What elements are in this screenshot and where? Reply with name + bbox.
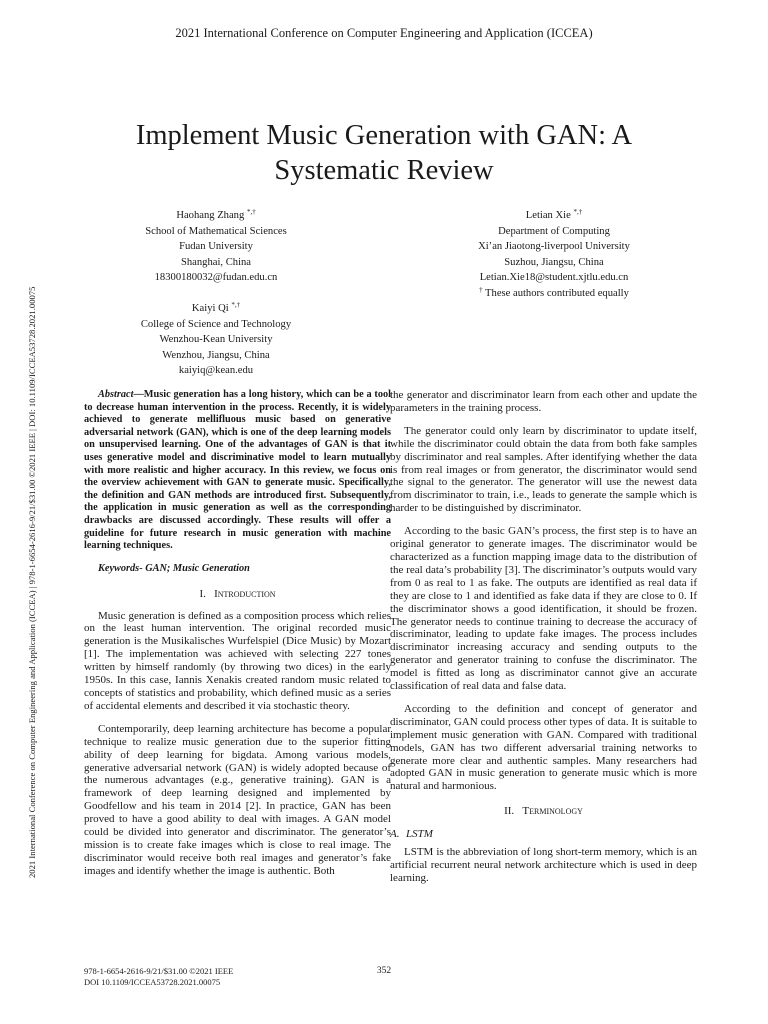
right-column	[390, 389, 697, 895]
author-name: Haohang Zhang	[176, 210, 245, 221]
author-university: Fudan University	[179, 241, 253, 252]
subsection-heading-lstm	[390, 828, 697, 841]
author-block-1	[110, 208, 322, 286]
paragraph: The generator could only learn by discriminator to update itself, while the discriminator could obtain the data from both fake samples by discriminator and real samples. After identifying whether the data is from real images or from generator, the discriminator would send the signal to the generator. The generator will use the newest data from discriminator to train, i.e., leads to generate the sample which is harder to be distinguished by discriminator.	[390, 424, 697, 515]
author-name: Letian Xie	[525, 210, 571, 221]
abstract-text: —Music generation has a long history, which can be a tool to decrease human intervention in the process. Recently, it is widely achieved to generate mellifluous music based on generative adversarial network (GAN), which is one of the deep learning models on unsupervised learning. One of the advantages of GAN is that it uses generative model and discriminative model to learn mutually with more realistic and higher accuracy. In this review, we focus on the overview achievement with GAN to generate music. Specifically, the definition and GAN methods are introduced first. Subsequently, the application in music generation as well as the corresponding drawbacks are discussed accordingly. These results will offer a guideline for future research in music generation with machine learning techniques.	[84, 389, 391, 552]
author-dept: College of Science and Technology	[140, 318, 292, 330]
page-number: 352	[376, 966, 392, 976]
footer-doi: DOI 10.1109/ICCEA53728.2021.00075	[84, 976, 221, 987]
keywords: Keywords- GAN; Music Generation	[98, 562, 250, 574]
section-number: I.	[199, 587, 206, 600]
author-name: Kaiyi Qi	[191, 303, 229, 314]
author-university: Wenzhou-Kean University	[159, 334, 273, 345]
author-block-2	[440, 208, 668, 301]
author-block-3	[110, 301, 322, 379]
footer-isbn: 978-1-6654-2616-9/21/$31.00 ©2021 IEEE	[84, 966, 234, 976]
author-email: Letian.Xie18@student.xjtlu.edu.cn	[479, 272, 629, 283]
note-mark: †	[479, 285, 483, 294]
paragraph: According to the definition and concept of generator and discriminator, GAN could process other types of data. It is suitable to implement music generation with GAN. Compared with traditional models, GAN has two different adversarial training networks to generate more clear and authentic samples. Many researchers had adopted GAN in music generation to generate music which is more natural and harmonious.	[390, 702, 697, 793]
abstract-label: Abstract	[98, 389, 134, 400]
author-dept: School of Mathematical Sciences	[145, 225, 287, 237]
paragraph: Music generation is defined as a composition process which relies on the least human intervention. The original recorded music generation is the Musikalisches Wurfelspiel (Dice Music) by Mozart [1]. The implementation was achieved with selecting 227 tones written by himself randomly (by throwing two dices) in the early 1950s. In this case, Iannis Xenakis created random music related to concepts of statistics and probability, which defined music as a series of accidental elements and described it via stochastic theory.	[84, 609, 391, 712]
section-heading-terminology	[390, 805, 697, 818]
section-title: Introduction	[214, 587, 276, 600]
abstract	[84, 389, 391, 553]
paragraph: the generator and discriminator learn from each other and update the parameters in the training process.	[390, 389, 697, 414]
side-metadata-strip	[21, 158, 37, 888]
paragraph: According to the basic GAN’s process, the first step is to have an original generator to generate images. The discriminator would be characterized as a function mapping image data to the distribution of the real data’s probability [3]. The discriminator’s outputs would vary from 0 as real to 1 as fake. The outputs are identified as real data if they are close to 1 and identified as fake data if they are close to 0. If the discriminator shows a good identification, it should be frozen. The generator needs to continue training to decrease the accuracy of discriminator, leading to update fake images. The process includes discriminator increasing accuracy and sending outputs to the generator and generator training to confuse the discriminator. The model is fitted as long as discriminator cannot give an accurate classification of real data and false data.	[390, 525, 697, 693]
section-title: Terminology	[522, 805, 583, 818]
author-location: Shanghai, China	[180, 256, 252, 268]
author-email: kaiyiq@kean.edu	[178, 365, 254, 376]
section-number: II.	[504, 805, 515, 818]
author-marks: *,†	[246, 208, 256, 216]
author-email: 18300180032@fudan.edu.cn	[154, 272, 278, 283]
conference-header: 2021 International Conference on Computer Engineering and Application (ICCEA)	[175, 26, 593, 40]
paragraph: Contemporarily, deep learning architecture has become a popular technique to realize music generation due to the superior fitting ability of deep learning for bigdata. Among various models, generative adversarial network (GAN) is widely adopted because of the numerous advantages (e.g., generative training). GAN is a framework of deep learning designed and implemented by Goodfellow and his team in 2014 [2]. In practice, GAN has been proved to have a good ability to deal with images. A GAN model could be divided into generator and discriminator. The generator’s mission is to create fake images which is close to real image. The discriminator would receive both real images and generator’s fake images and identify whether the image is authentic. Both	[84, 722, 391, 877]
section-heading-introduction	[84, 588, 391, 601]
author-marks: *,†	[231, 301, 241, 309]
paragraph: LSTM is the abbreviation of long short-term memory, which is an artificial recurrent neural network architecture which is used in deep learning.	[390, 846, 697, 884]
author-dept: Department of Computing	[498, 225, 610, 237]
subsection-number: A.	[390, 828, 400, 841]
paper-title: Implement Music Generation with GAN: A Systematic Review	[135, 120, 633, 186]
side-metadata-text: 2021 International Conference on Computer Engineering and Application (ICCEA) | 978-1-6654-2616-9/21/$31.00 ©2021 IEEE | DOI: 10.1109/ICCEA53728.2021.00075	[27, 286, 37, 878]
author-location: Suzhou, Jiangsu, China	[504, 256, 604, 268]
left-column	[84, 389, 391, 888]
author-note: These authors contributed equally	[485, 287, 629, 299]
author-university: Xi’an Jiaotong-liverpool University	[478, 241, 630, 252]
author-location: Wenzhou, Jiangsu, China	[162, 349, 270, 361]
subsection-title: LSTM	[406, 828, 433, 841]
author-marks: *,†	[573, 208, 583, 216]
